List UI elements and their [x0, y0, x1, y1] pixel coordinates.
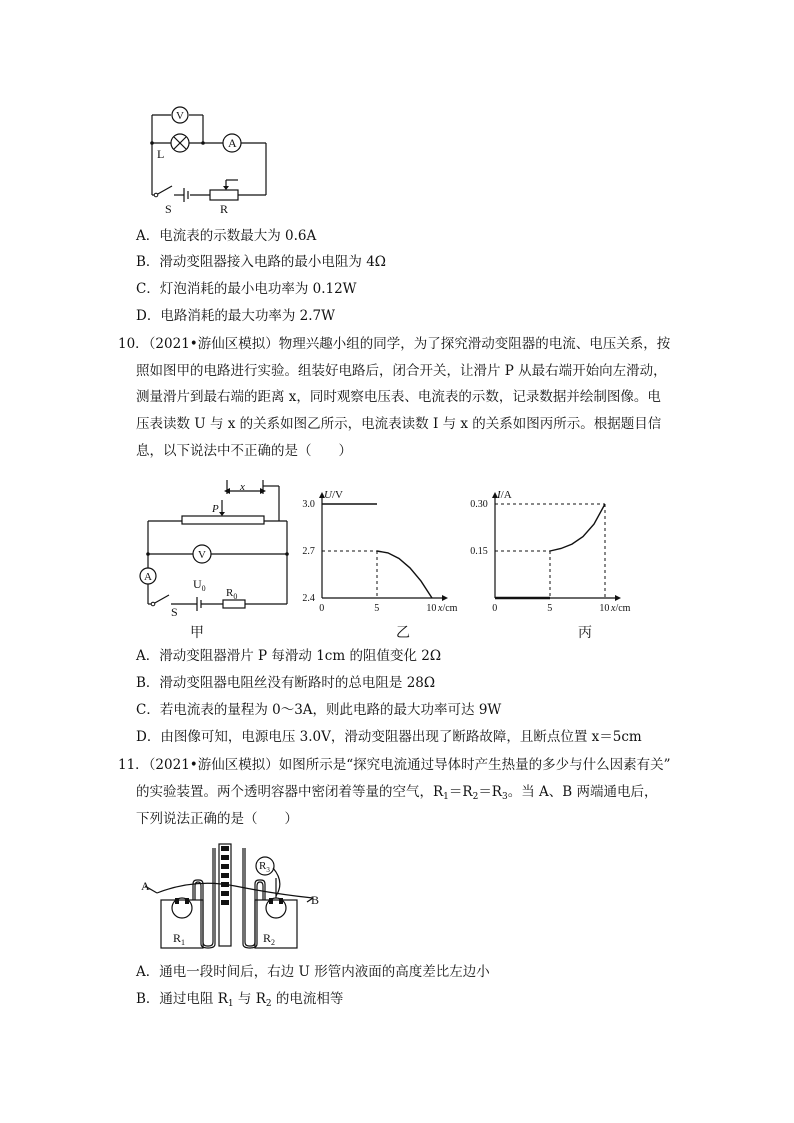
data-line-segment — [377, 551, 432, 598]
chart-u-vs-x — [300, 470, 475, 620]
rheostat-label: R — [220, 202, 229, 216]
slider-p-label: P — [212, 503, 219, 515]
y-tick-label: 2.7 — [302, 546, 315, 557]
q11-text-line-2: 的实验装置。两个透明容器中密闭着等量的空气，$R_1=R_2=R_3$。当 A、B 两端通电后， — [136, 784, 658, 802]
x-axis-label: x/cm — [438, 603, 458, 614]
y-axis-label: I/A — [497, 489, 512, 501]
r1-label: $R_1$ — [173, 931, 186, 947]
caption-jia: 甲 — [190, 625, 204, 641]
q10-circuit-jia — [135, 478, 300, 618]
x-axis-label: x/cm — [611, 603, 631, 614]
q9-option-d: D．电路消耗的最大功率为 2.7W — [136, 308, 335, 324]
data-line-segment — [550, 504, 605, 551]
lamp-label: L — [157, 147, 165, 161]
q9-circuit-diagram — [140, 98, 280, 218]
y-tick-label: 0.30 — [470, 499, 488, 510]
r3-label: $R_3$ — [259, 860, 270, 874]
terminal-a-label: A — [141, 879, 150, 893]
r2-label: $R_2$ — [263, 931, 276, 947]
x-tick-label: 10 — [599, 603, 610, 614]
terminal-b-label: B — [311, 893, 320, 907]
q9-option-c: C．灯泡消耗的最小电功率为 0.12W — [136, 281, 357, 297]
q9-option-b: B．滑动变阻器接入电路的最小电阻为 4Ω — [136, 254, 386, 270]
q11-apparatus-diagram — [135, 838, 335, 953]
x-axis-arrow — [442, 595, 448, 601]
q10-text-line-4: 压表读数 U 与 x 的关系如图乙所示，电流表读数 I 与 x 的关系如图丙所示。根据题目信 — [136, 416, 662, 432]
voltmeter-label: V — [198, 549, 206, 561]
q10-text-line-5: 息，以下说法中不正确的是（ ） — [136, 443, 352, 459]
chart-i-vs-x — [465, 470, 655, 620]
ammeter-label: A — [228, 136, 237, 150]
ammeter-label: A — [144, 571, 152, 583]
q10-option-a: A．滑动变阻器滑片 P 每滑动 1cm 的阻值变化 2Ω — [136, 648, 442, 664]
u0-label: $U_0$ — [193, 577, 206, 593]
caption-bing: 丙 — [578, 625, 592, 641]
q10-option-d: D．由图像可知，电源电压 3.0V，滑动变阻器出现了断路故障，且断点位置 x＝5cm — [136, 729, 642, 745]
q10-text-line-3: 测量滑片到最右端的距离 x，同时观察电压表、电流表的示数，记录数据并绘制图像。电 — [136, 389, 661, 405]
q11-text-line-3: 下列说法正确的是（ ） — [136, 811, 298, 827]
q10-option-b: B．滑动变阻器电阻丝没有断路时的总电阻是 28Ω — [136, 675, 436, 691]
caption-yi: 乙 — [396, 625, 410, 641]
x-tick-label: 0 — [319, 603, 325, 614]
q11-option-b: B．通过电阻 $R_1$ 与 $R_2$ 的电流相等 — [136, 991, 344, 1009]
x-tick-label: 10 — [426, 603, 437, 614]
y-tick-label: 2.4 — [302, 593, 315, 604]
voltmeter-label: V — [176, 110, 184, 122]
q11-text-line-1: 11．（2021•游仙区模拟）如图所示是“探究电流通过导体时产生热量的多少与什么因素有关” — [118, 757, 671, 773]
r0-label: $R_0$ — [226, 587, 238, 601]
q11-option-a: A．通电一段时间后，右边 U 形管内液面的高度差比左边小 — [136, 964, 490, 980]
q10-text-line-2: 照如图甲的电路进行实验。组装好电路后，闭合开关，让滑片 P 从最右端开始向左滑动， — [136, 363, 667, 379]
y-tick-label: 3.0 — [302, 499, 315, 510]
q9-option-a: A．电流表的示数最大为 0.6A — [136, 228, 317, 244]
x-axis-arrow — [615, 595, 621, 601]
x-tick-label: 0 — [492, 603, 498, 614]
y-axis-label: U/V — [324, 489, 343, 501]
q10-option-c: C．若电流表的量程为 0～3A，则此电路的最大功率可达 9W — [136, 702, 502, 718]
y-tick-label: 0.15 — [470, 546, 488, 557]
switch-label: S — [171, 605, 178, 618]
x-tick-label: 5 — [374, 603, 380, 614]
switch-label: S — [165, 202, 172, 216]
dimension-x-label: x — [240, 481, 245, 493]
x-tick-label: 5 — [547, 603, 553, 614]
q10-text-line-1: 10．（2021•游仙区模拟）物理兴趣小组的同学，为了探究滑动变阻器的电流、电压关系，按 — [118, 336, 671, 352]
